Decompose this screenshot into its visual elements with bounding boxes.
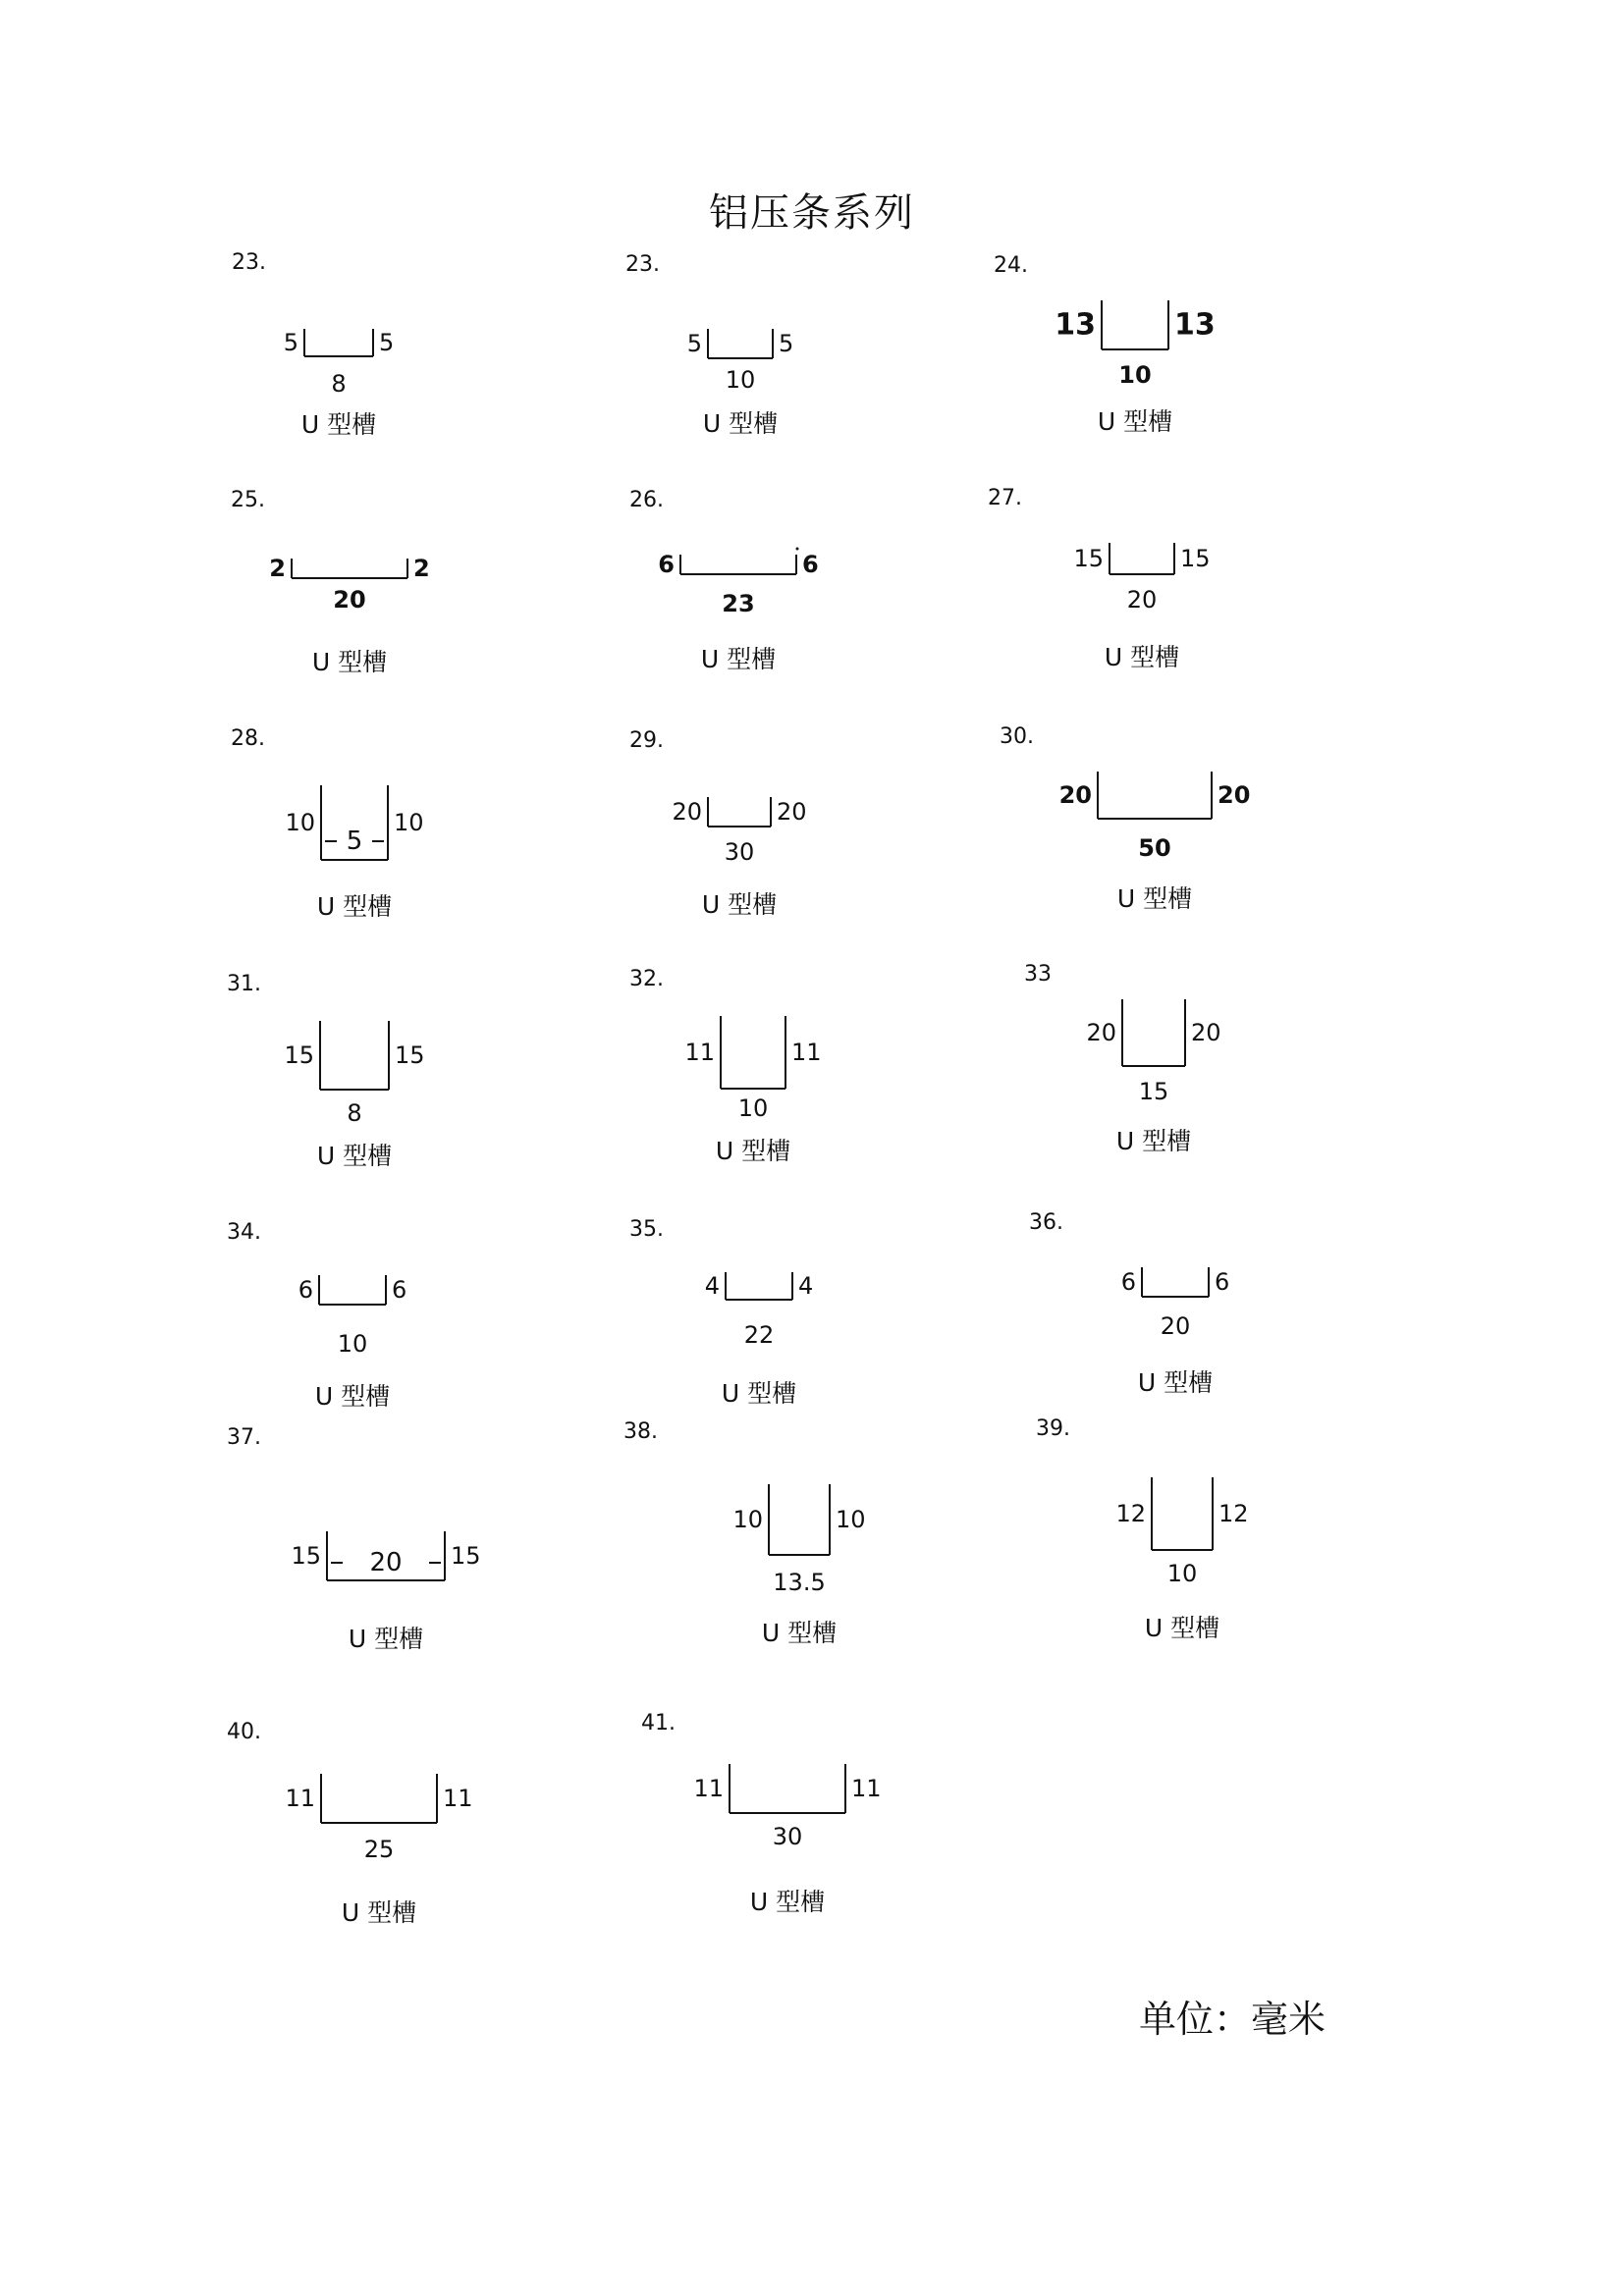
item-number: 26. — [629, 488, 664, 512]
dimension-width: 25 — [363, 1836, 395, 1863]
dimension-left: 5 — [686, 330, 702, 357]
dimension-left: 20 — [1086, 1019, 1116, 1046]
dimension-width: 23 — [722, 590, 755, 617]
profile-item — [227, 1220, 600, 1436]
dimension-width: 15 — [1138, 1078, 1169, 1105]
dimension-left: 10 — [285, 809, 315, 836]
dimension-width: 8 — [347, 1099, 362, 1127]
u-channel-drawing — [232, 250, 605, 466]
dimension-right: 11 — [443, 1785, 473, 1812]
profile-type-label: U 型槽 — [702, 409, 779, 438]
item-number: 23. — [232, 250, 266, 275]
dimension-left: 12 — [1115, 1500, 1146, 1527]
dimension-left: 6 — [298, 1276, 313, 1304]
u-channel-drawing — [629, 967, 1002, 1183]
item-number: 32. — [629, 967, 664, 991]
dimension-right: 5 — [779, 330, 794, 357]
dimension-right: 15 — [451, 1542, 481, 1570]
profile-item — [629, 488, 1002, 704]
profile-item — [1000, 724, 1373, 940]
dimension-left: 15 — [291, 1542, 321, 1570]
item-number: 27. — [988, 486, 1022, 510]
dimension-right: 13 — [1174, 307, 1216, 343]
profile-item — [1029, 1210, 1402, 1426]
item-number: 24. — [994, 253, 1028, 278]
dimension-right: 15 — [395, 1041, 425, 1069]
dimension-width: 20 — [333, 586, 366, 614]
profile-type-label: U 型槽 — [1116, 884, 1193, 913]
scan-mark — [796, 548, 799, 551]
profile-item — [629, 1217, 1002, 1433]
profile-type-label: U 型槽 — [1104, 643, 1180, 671]
u-channel-drawing — [629, 1217, 1002, 1433]
dimension-width: 20 — [1126, 586, 1158, 614]
profile-type-label: U 型槽 — [311, 648, 388, 676]
profile-type-label: U 型槽 — [749, 1888, 826, 1916]
profile-type-label: U 型槽 — [316, 892, 393, 921]
u-channel-drawing — [625, 252, 999, 468]
u-channel-drawing — [231, 488, 604, 704]
dimension-right: 6 — [802, 551, 819, 578]
item-number: 35. — [629, 1217, 664, 1242]
item-number: 34. — [227, 1220, 261, 1245]
profile-item — [994, 253, 1367, 469]
item-number: 37. — [227, 1425, 261, 1450]
item-number: 28. — [231, 726, 265, 751]
profile-item — [231, 488, 604, 704]
profile-item — [227, 1720, 600, 1936]
profile-item — [231, 726, 604, 942]
item-number: 23. — [625, 252, 660, 277]
dimension-left: 11 — [693, 1775, 724, 1802]
u-channel-drawing — [623, 1419, 997, 1635]
dimension-right: 6 — [1215, 1268, 1230, 1296]
u-channel-drawing — [629, 488, 1002, 704]
dimension-left: 6 — [658, 551, 675, 578]
profile-item — [629, 967, 1002, 1183]
dimension-left: 4 — [704, 1272, 720, 1300]
u-channel-drawing — [641, 1711, 1014, 1927]
item-number: 39. — [1036, 1416, 1070, 1441]
dimension-left: 10 — [732, 1506, 763, 1533]
dimension-right: 2 — [413, 555, 430, 582]
u-channel-drawing — [1024, 962, 1397, 1178]
profile-type-label: U 型槽 — [341, 1898, 417, 1927]
dimension-left: 11 — [684, 1039, 715, 1066]
dimension-width: 5 — [346, 827, 363, 856]
profile-item — [623, 1419, 997, 1647]
profile-type-label: U 型槽 — [715, 1137, 791, 1165]
item-number: 29. — [629, 728, 664, 753]
dimension-width: 10 — [725, 366, 756, 394]
dimension-left: 15 — [1073, 545, 1104, 572]
item-number: 30. — [1000, 724, 1034, 749]
dimension-right: 5 — [379, 329, 395, 356]
dimension-left: 15 — [284, 1041, 314, 1069]
dimension-width: 10 — [737, 1095, 769, 1122]
dimension-right: 10 — [394, 809, 424, 836]
dimension-left: 11 — [285, 1785, 315, 1812]
profile-type-label: U 型槽 — [700, 645, 777, 673]
profile-type-label: U 型槽 — [701, 890, 778, 919]
u-channel-drawing — [629, 728, 1002, 944]
u-channel-drawing — [227, 972, 600, 1188]
u-channel-drawing — [994, 253, 1367, 469]
dimension-right: 20 — [1218, 781, 1251, 809]
dimension-width: 50 — [1138, 834, 1171, 862]
profile-type-label: U 型槽 — [300, 410, 377, 439]
profile-item — [1024, 962, 1397, 1178]
item-number: 41. — [641, 1711, 676, 1735]
dimension-width: 30 — [772, 1823, 803, 1850]
dimension-left: 2 — [269, 555, 286, 582]
profile-item — [625, 252, 999, 468]
profile-type-label: U 型槽 — [1115, 1127, 1192, 1155]
dimension-right: 12 — [1218, 1500, 1249, 1527]
dimension-width: 20 — [369, 1548, 403, 1577]
u-channel-drawing — [1029, 1210, 1402, 1426]
dimension-width: 22 — [743, 1321, 775, 1349]
page-title: 铝压条系列 — [709, 190, 915, 236]
dimension-width: 10 — [1166, 1560, 1198, 1587]
profile-item — [1036, 1416, 1409, 1642]
item-number: 36. — [1029, 1210, 1063, 1235]
dimension-left: 20 — [1058, 781, 1092, 809]
profile-type-label: U 型槽 — [314, 1382, 391, 1411]
profile-item — [629, 728, 1002, 944]
dimension-width: 10 — [337, 1330, 368, 1358]
profile-type-label: U 型槽 — [316, 1142, 393, 1170]
dimension-right: 10 — [836, 1506, 866, 1533]
item-number: 33 — [1024, 962, 1052, 987]
dimension-right: 4 — [798, 1272, 814, 1300]
item-number: 25. — [231, 488, 265, 512]
item-number: 38. — [623, 1419, 658, 1444]
item-number: 31. — [227, 972, 261, 996]
profile-type-label: U 型槽 — [348, 1625, 424, 1653]
dimension-width: 30 — [724, 838, 755, 866]
dimension-width: 8 — [331, 370, 347, 398]
unit-note: 单位：毫米 — [1139, 1998, 1326, 2041]
profile-item — [641, 1711, 1014, 1927]
item-number: 40. — [227, 1720, 261, 1744]
u-channel-drawing — [227, 1425, 600, 1641]
u-channel-drawing — [227, 1220, 600, 1436]
dimension-left: 6 — [1120, 1268, 1136, 1296]
profile-item — [232, 250, 605, 466]
dimension-right: 6 — [392, 1276, 407, 1304]
dimension-right: 11 — [851, 1775, 882, 1802]
dimension-right: 15 — [1180, 545, 1211, 572]
profile-type-label: U 型槽 — [761, 1619, 838, 1647]
profile-item — [227, 1425, 600, 1653]
dimension-left: 13 — [1055, 307, 1096, 343]
profile-type-label: U 型槽 — [1144, 1614, 1220, 1642]
dimension-left: 20 — [672, 798, 702, 826]
profile-type-label: U 型槽 — [1137, 1368, 1214, 1397]
dimension-width: 20 — [1160, 1312, 1191, 1340]
dimension-width: 13.5 — [773, 1569, 826, 1596]
profile-type-label: U 型槽 — [721, 1379, 797, 1408]
dimension-right: 11 — [791, 1039, 822, 1066]
profile-item — [227, 972, 600, 1188]
profile-item — [988, 486, 1361, 702]
profile-type-label: U 型槽 — [1097, 407, 1173, 436]
dimension-right: 20 — [777, 798, 807, 826]
dimension-right: 20 — [1191, 1019, 1221, 1046]
dimension-width: 10 — [1118, 361, 1152, 389]
dimension-left: 5 — [283, 329, 298, 356]
